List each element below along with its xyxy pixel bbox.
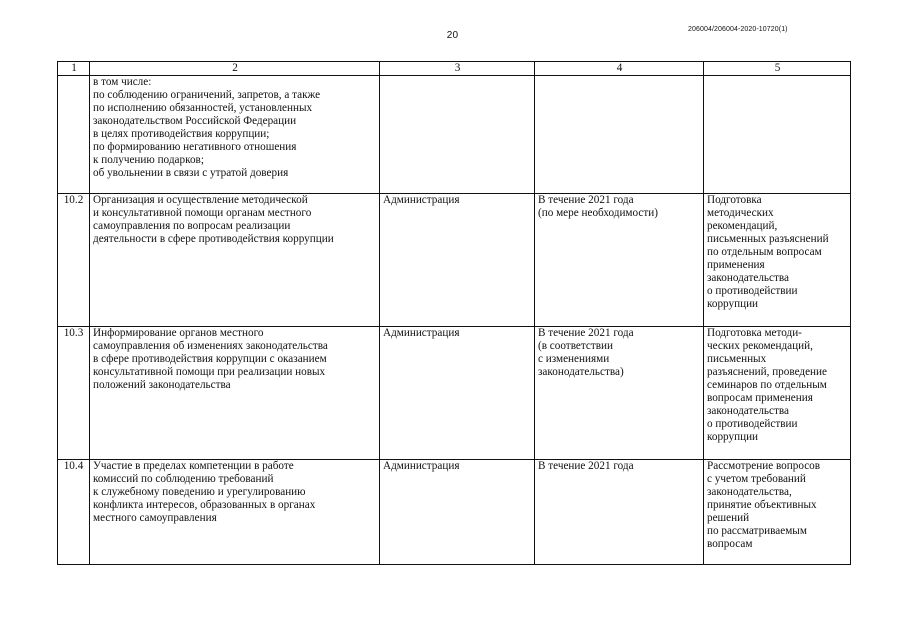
result-cell	[704, 76, 851, 194]
deadline-cell	[535, 460, 704, 565]
cell-text-line: принятие объективных	[707, 499, 817, 511]
cell-text-line: о противодействии	[707, 285, 798, 297]
cell-text-line: законодательством Российской Федерации	[93, 115, 297, 127]
cell-text-line: решений	[707, 512, 750, 524]
cell-text-line: Администрация	[383, 194, 460, 206]
cell-text-line: семинаров по отдельным	[707, 379, 827, 391]
cell-text-line: Подготовка методи-	[707, 327, 802, 339]
cell-text-line: местного самоуправления	[93, 512, 217, 524]
cell-text-line: комиссий по соблюдению требований	[93, 473, 274, 485]
cell-text-line: с изменениями	[538, 353, 610, 365]
cell-text-line: о противодействии	[707, 418, 798, 430]
item-number-cell	[58, 76, 90, 194]
measure-cell	[90, 460, 380, 565]
table-row	[58, 194, 851, 327]
cell-text-line: в сфере противодействия коррупции с оказанием	[93, 353, 327, 365]
page-number: 20	[446, 30, 459, 41]
column-header-1: 1	[58, 62, 90, 76]
cell-text-line: применения	[707, 259, 765, 271]
executor-cell	[380, 460, 535, 565]
cell-text-line: вопросам применения	[707, 392, 813, 404]
measure-cell	[90, 327, 380, 460]
table-row	[58, 76, 851, 194]
cell-text-line: в целях противодействия коррупции;	[93, 128, 270, 140]
cell-text-line: Рассмотрение вопросов	[707, 460, 821, 472]
cell-text-line: и консультативной помощи органам местного	[93, 207, 312, 219]
cell-text-line: письменных	[707, 353, 767, 365]
deadline-cell	[535, 76, 704, 194]
cell-text-line: В течение 2021 года	[538, 327, 634, 339]
cell-text-line: В течение 2021 года	[538, 194, 634, 206]
executor-cell	[380, 327, 535, 460]
measure-cell	[90, 76, 380, 194]
cell-text-line: деятельности в сфере противодействия коррупции	[93, 233, 334, 245]
cell-text-line: рекомендаций,	[707, 220, 778, 232]
cell-text-line: ческих рекомендаций,	[707, 340, 813, 352]
cell-text-line: конфликта интересов, образованных в органах	[93, 499, 316, 511]
column-number-row	[58, 62, 851, 76]
cell-text-line: вопросам	[707, 538, 753, 550]
column-header-4: 4	[535, 62, 704, 76]
cell-text-line: по рассматриваемым	[707, 525, 807, 537]
cell-text-line: Организация и осуществление методической	[93, 194, 308, 206]
measure-cell	[90, 194, 380, 327]
item-number-cell: 10.2	[58, 194, 90, 327]
cell-text-line: законодательства	[707, 272, 789, 284]
table-row	[58, 460, 851, 565]
cell-text-line: по формированию негативного отношения	[93, 141, 297, 153]
deadline-cell	[535, 327, 704, 460]
column-header-5: 5	[704, 62, 851, 76]
cell-text-line: к служебному поведению и урегулированию	[93, 486, 306, 498]
cell-text-line: положений законодательства	[93, 379, 231, 391]
cell-text-line: Администрация	[383, 460, 460, 472]
column-header-3: 3	[380, 62, 535, 76]
cell-text-line: законодательства)	[538, 366, 624, 378]
table-row	[58, 327, 851, 460]
cell-text-line: (по мере необходимости)	[538, 207, 658, 219]
cell-text-line: об увольнении в связи с утратой доверия	[93, 167, 289, 179]
cell-text-line: по исполнению обязанностей, установленных	[93, 102, 313, 114]
cell-text-line: методических	[707, 207, 774, 219]
measures-table	[57, 61, 851, 565]
result-cell	[704, 194, 851, 327]
cell-text-line: законодательства,	[707, 486, 792, 498]
cell-text-line: (в соответствии	[538, 340, 614, 352]
executor-cell	[380, 76, 535, 194]
cell-text-line: законодательства	[707, 405, 789, 417]
result-cell	[704, 327, 851, 460]
cell-text-line: с учетом требований	[707, 473, 806, 485]
column-header-2: 2	[90, 62, 380, 76]
cell-text-line: консультативной помощи при реализации новых	[93, 366, 326, 378]
document-code: 206004/206004-2020-10720(1)	[688, 26, 788, 33]
cell-text-line: в том числе:	[93, 76, 152, 88]
cell-text-line: самоуправления об изменениях законодательства	[93, 340, 328, 352]
cell-text-line: самоуправления по вопросам реализации	[93, 220, 291, 232]
item-number-cell: 10.4	[58, 460, 90, 565]
result-cell	[704, 460, 851, 565]
cell-text-line: Участие в пределах компетенции в работе	[93, 460, 294, 472]
executor-cell	[380, 194, 535, 327]
cell-text-line: Информирование органов местного	[93, 327, 264, 339]
cell-text-line: В течение 2021 года	[538, 460, 634, 472]
cell-text-line: Администрация	[383, 327, 460, 339]
cell-text-line: коррупции	[707, 431, 759, 443]
item-number-cell: 10.3	[58, 327, 90, 460]
cell-text-line: разъяснений, проведение	[707, 366, 827, 378]
cell-text-line: по соблюдению ограничений, запретов, а также	[93, 89, 321, 101]
cell-text-line: по отдельным вопросам	[707, 246, 822, 258]
cell-text-line: Подготовка	[707, 194, 762, 206]
deadline-cell	[535, 194, 704, 327]
cell-text-line: письменных разъяснений	[707, 233, 829, 245]
cell-text-line: к получению подарков;	[93, 154, 204, 166]
cell-text-line: коррупции	[707, 298, 759, 310]
